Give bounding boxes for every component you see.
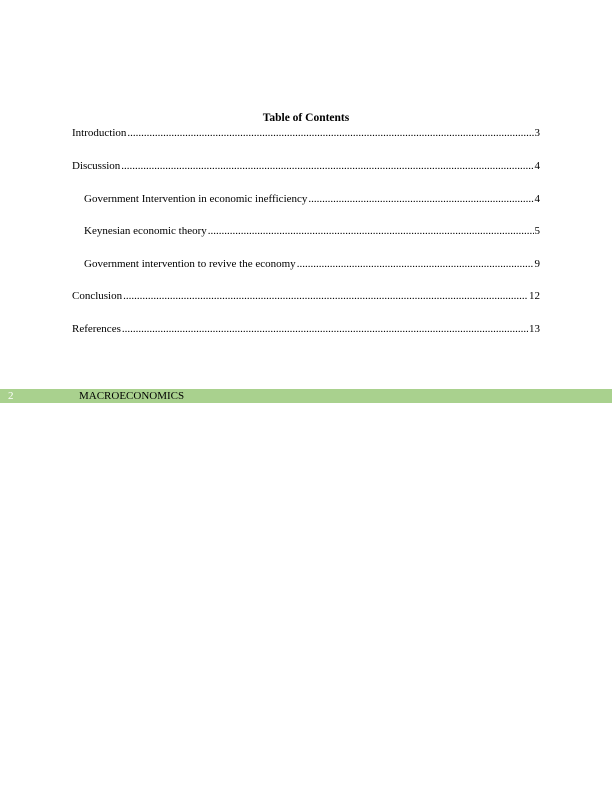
toc-entry-discussion[interactable] <box>72 159 540 173</box>
toc-entry-references[interactable] <box>72 322 540 336</box>
toc-entry-introduction[interactable] <box>72 126 540 140</box>
toc-entry-government-intervention-revive[interactable] <box>84 257 540 271</box>
toc-entry-conclusion[interactable] <box>72 289 540 303</box>
toc-entry-page: 9 <box>534 258 540 270</box>
toc-entry-label: Government intervention to revive the economy <box>84 258 296 270</box>
toc-dot-leader <box>208 224 534 238</box>
footer-band <box>0 389 612 403</box>
toc-entry-page: 12 <box>529 290 540 302</box>
toc-entry-government-intervention-inefficiency[interactable] <box>84 192 540 206</box>
toc-entry-page: 3 <box>534 127 540 139</box>
toc-entry-label: Introduction <box>72 127 127 139</box>
toc-entry-label: Government Intervention in economic inefficiency <box>84 193 308 205</box>
toc-entry-label: Discussion <box>72 160 121 172</box>
toc-dot-leader <box>297 257 534 271</box>
toc-dot-leader <box>123 289 528 303</box>
toc-title: Table of Contents <box>262 112 350 124</box>
toc-entry-label: Keynesian economic theory <box>84 225 207 237</box>
page-number: 2 <box>8 390 14 402</box>
toc-entry-page: 5 <box>534 225 540 237</box>
toc-entry-keynesian-theory[interactable] <box>84 224 540 238</box>
toc-entry-page: 4 <box>534 160 540 172</box>
toc-entry-page: 13 <box>529 323 540 335</box>
toc-entry-page: 4 <box>534 193 540 205</box>
toc-entry-label: References <box>72 323 121 335</box>
toc-entry-label: Conclusion <box>72 290 123 302</box>
toc-dot-leader <box>308 192 533 206</box>
toc-dot-leader <box>121 159 533 173</box>
running-head: MACROECONOMICS <box>79 390 185 402</box>
toc-dot-leader <box>122 322 528 336</box>
toc-dot-leader <box>127 126 533 140</box>
